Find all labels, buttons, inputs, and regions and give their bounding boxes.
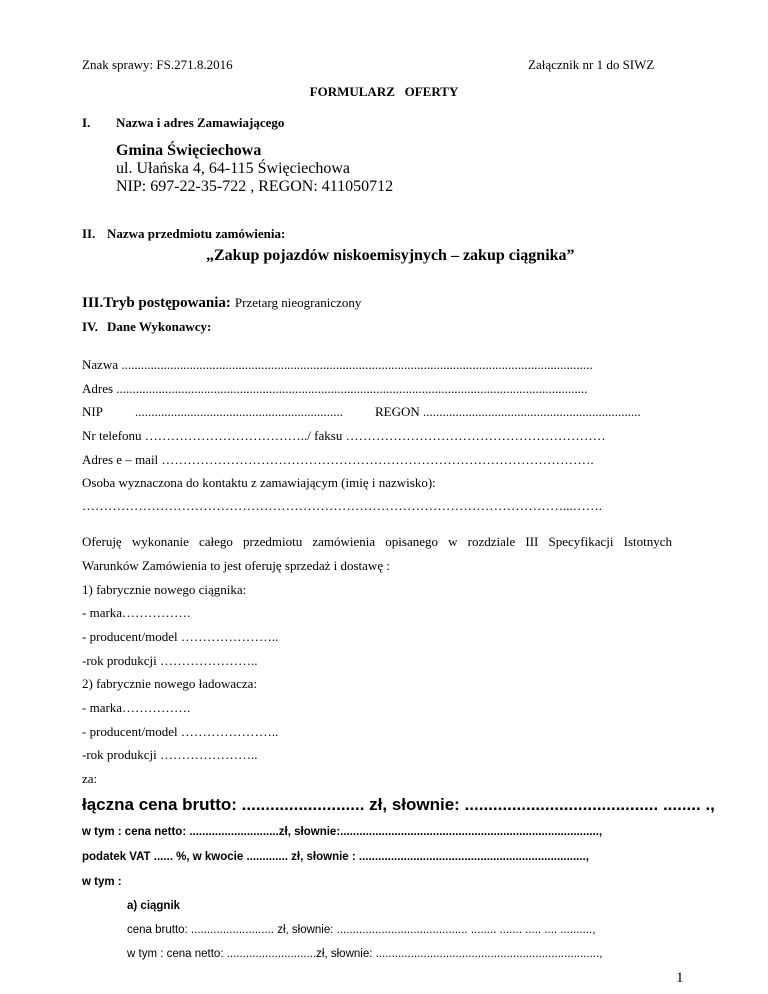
- section2-heading: Nazwa przedmiotu zamówienia:: [107, 226, 286, 241]
- offer-intro-line2: Warunków Zamówienia to jest oferuję sprzedaż i dostawę :: [82, 558, 390, 573]
- field-email[interactable]: Adres e – mail ……………………………………………………………………………………….: [82, 452, 594, 467]
- field-address[interactable]: Adres .................................................................................................................................................: [82, 381, 588, 396]
- net-price[interactable]: w tym : cena netto: ............................zł, słownie:.................................................................................,: [82, 826, 603, 838]
- order-subject: „Zakup pojazdów niskoemisyjnych – zakup ciągnika”: [206, 247, 575, 264]
- tractor-heading: a) ciągnik: [127, 900, 181, 912]
- field-nip-label: NIP: [82, 404, 103, 419]
- field-nip[interactable]: ................................................................: [135, 404, 343, 419]
- tractor-gross-price[interactable]: cena brutto: .......................... zł, słownie: ......................................... ........ ....... ..... .... ..........,: [127, 924, 596, 936]
- section4-heading: Dane Wykonawcy:: [107, 319, 212, 334]
- org-address: ul. Ułańska 4, 64-115 Święciechowa: [116, 160, 351, 177]
- item1-brand[interactable]: - marka…………….: [82, 605, 191, 620]
- page-number: 1: [676, 970, 684, 986]
- field-regon[interactable]: REGON ...................................................................: [375, 404, 641, 419]
- form-title: FORMULARZ OFERTY: [309, 84, 459, 99]
- item2-brand[interactable]: - marka…………….: [82, 700, 191, 715]
- field-contact-person[interactable]: …………………………………………………………………………………………………...…….: [82, 498, 602, 513]
- org-name: Gmina Święciechowa: [116, 142, 262, 159]
- item1-model[interactable]: - producent/model …………………..: [82, 629, 279, 644]
- total-gross-price[interactable]: łączna cena brutto: .......................... zł, słownie: ......................................... ........ .,: [82, 795, 715, 814]
- section1-heading: Nazwa i adres Zamawiającego: [116, 115, 285, 130]
- including-label: w tym :: [82, 876, 122, 888]
- field-contact-label: Osoba wyznaczona do kontaktu z zamawiającym (imię i nazwisko):: [82, 475, 436, 490]
- item2-title: 2) fabrycznie nowego ładowacza:: [82, 676, 258, 691]
- field-name[interactable]: Nazwa .................................................................................................................................................: [82, 357, 593, 372]
- offer-intro-line1: Oferuję wykonanie całego przedmiotu zamówienia opisanego w rozdziale III Specyfikacji Istotnych: [82, 534, 672, 549]
- section3-line: [82, 294, 361, 312]
- item1-year[interactable]: -rok produkcji …………………..: [82, 653, 258, 668]
- attachment-label: Załącznik nr 1 do SIWZ: [528, 57, 655, 72]
- section2-numeral: II.: [82, 226, 96, 241]
- section3-numeral: III.: [82, 295, 104, 311]
- case-number: Znak sprawy: FS.271.8.2016: [82, 57, 233, 72]
- for-label: za:: [82, 771, 98, 786]
- item2-year[interactable]: -rok produkcji …………………..: [82, 747, 258, 762]
- section1-numeral: I.: [82, 115, 91, 130]
- tractor-net-price[interactable]: w tym : cena netto: ............................zł, słownie: ......................................................................,: [127, 948, 603, 960]
- field-phone-fax[interactable]: Nr telefonu ………………………………../ faksu ……………………………………………………: [82, 428, 606, 443]
- procedure-type: Przetarg nieograniczony: [234, 295, 362, 310]
- org-ids: NIP: 697-22-35-722 , REGON: 411050712: [116, 178, 394, 195]
- item1-title: 1) fabrycznie nowego ciągnika:: [82, 582, 247, 597]
- vat-amount[interactable]: podatek VAT ...... %, w kwocie ............. zł, słownie : .......................................................................,: [82, 851, 589, 863]
- section3-heading: Tryb postępowania:: [103, 295, 231, 311]
- item2-model[interactable]: - producent/model …………………..: [82, 724, 279, 739]
- section4-numeral: IV.: [82, 319, 99, 334]
